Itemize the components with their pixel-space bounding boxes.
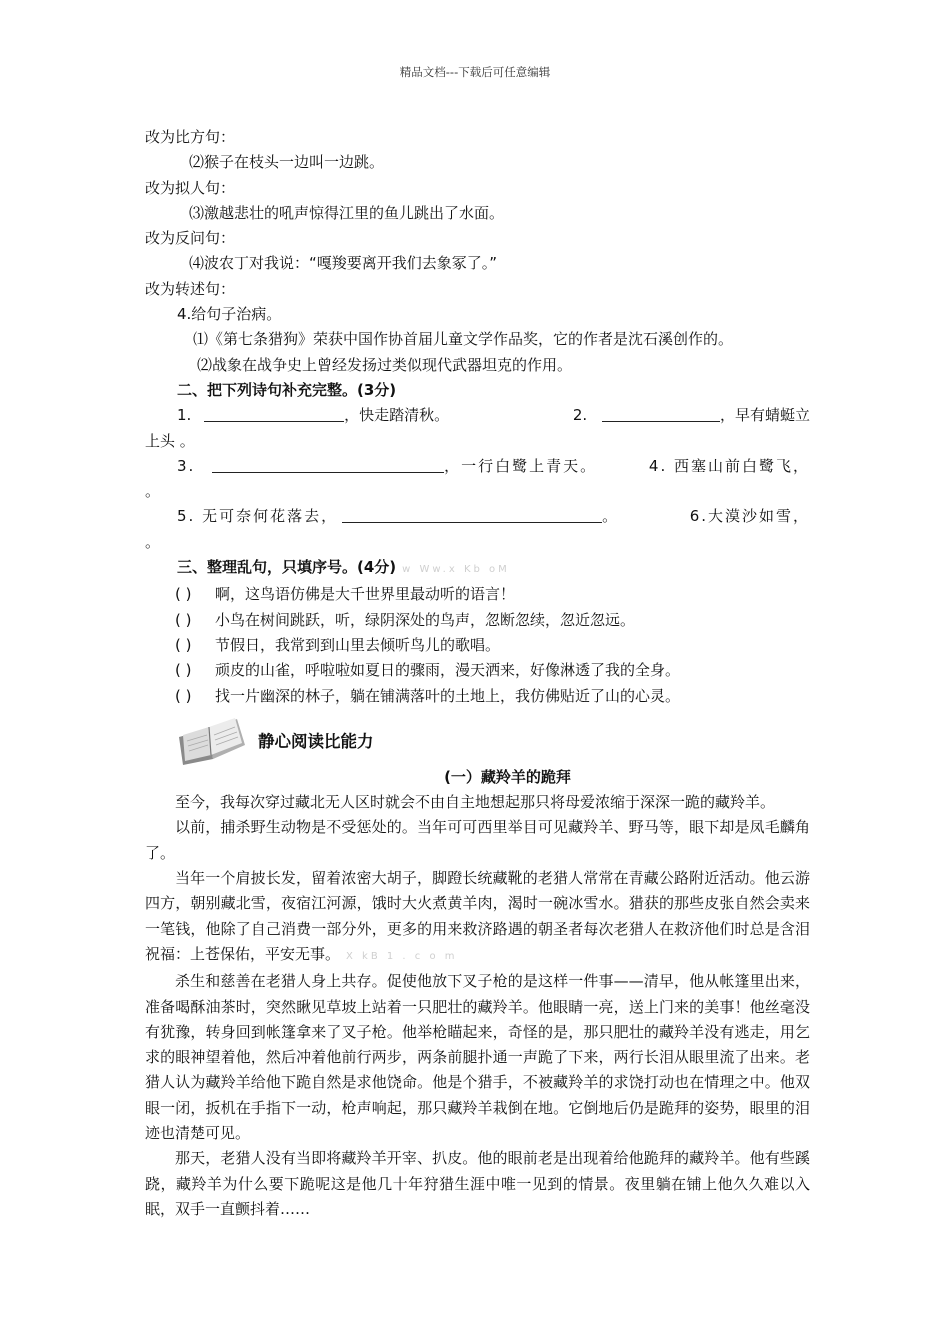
poem-5-blank[interactable] [342,506,602,523]
page-header: 精品文档---下载后可任意编辑 [399,65,551,79]
poem-5-text: 5. 无可奈何花落去， [177,507,339,526]
line-sentence-2: ⑵猴子在枝头一边叫一边跳。 [189,153,385,172]
section-2-title: 二、把下列诗句补充完整。(3分) [177,380,397,399]
answer-paren[interactable]: ( ) [175,635,192,654]
list-item-text: 小鸟在树间跳跃，听，绿阴深处的鸟声，忽断忽续，忽近忽远。 [215,610,636,629]
poem-6-end: 。 [145,532,161,551]
list-item-text: 节假日，我常到到山里去倾听鸟儿的歌唱。 [215,635,501,654]
poem-3-number: 3. [177,456,196,475]
document-body [145,125,810,1222]
poem-row-2 [145,454,810,479]
answer-paren[interactable]: ( ) [175,686,192,705]
line-indirect-speech-prompt: 改为转述句： [145,279,236,298]
open-book-icon [175,715,247,765]
poem-3-blank[interactable] [212,456,444,473]
poem-1-blank[interactable] [204,405,344,422]
answer-paren[interactable]: ( ) [175,610,192,629]
list-item [145,582,810,607]
line-fix-1: ⑴《第七条猎狗》荣获中国作协首届儿童文学作品奖，它的作者是沈石溪创作的。 [193,330,734,349]
reading-section-header [145,715,810,765]
list-item [145,633,810,658]
line-rhetorical-prompt: 改为反问句： [145,229,236,248]
line-fix-2: ⑵战象在战争史上曾经发扬过类似现代武器坦克的作用。 [197,355,573,374]
passage-paragraph-1: 至今，我每次穿过藏北无人区时就会不由自主地想起那只将母爱浓缩于深深一跪的藏羚羊。 [175,793,776,812]
watermark-text: w Ww.x Kb oM [402,564,510,576]
poem-row-3 [145,504,810,529]
answer-paren[interactable]: ( ) [175,585,192,604]
list-item [145,658,810,683]
watermark-text-2: X kB 1 . c o m [346,950,458,962]
passage-title: (一）藏羚羊的跪拜 [444,767,571,786]
line-personification-prompt: 改为拟人句： [145,178,236,197]
section-3-title-text: 三、整理乱句，只填序号。(4分) [177,558,397,577]
reading-section-title: 静心阅读比能力 [258,731,374,751]
line-metaphor-prompt: 改为比方句： [145,128,236,146]
passage-paragraph-5: 那天，老猎人没有当即将藏羚羊开宰、扒皮。他的眼前老是出现着给他跪拜的藏羚羊。他有些蹊跷，藏羚羊为什么要下跪呢这是他几十年狩猎生涯中唯一见到的情景。夜里躺在铺上他久久难以入眠，双手一直颤抖着…… [145,1149,810,1218]
poem-2-number: 2. [572,406,588,425]
poem-2-text: ，早有蜻蜓立 [719,406,810,425]
line-sentence-3: ⑶激越悲壮的吼声惊得江里的鱼儿跳出了水面。 [189,203,505,222]
list-item-text: 啊，这鸟语仿佛是大千世界里最动听的语言！ [215,585,516,604]
poem-5-end: 。 [602,507,620,526]
poem-row-1 [145,403,810,428]
poem-2-continuation: 上头 。 [145,431,195,450]
passage-paragraph-3-text: 当年一个肩披长发，留着浓密大胡子，脚蹬长统藏靴的老猎人常常在青藏公路附近活动。他云游四方，朝别藏北雪，夜宿江河源，饿时大火煮黄羊肉，渴时一碗冰雪水。猎获的那些皮张自然会卖来一笔钱，他除了自己消费一部分外，更多的用来救济路遇的朝圣者每次老猎人在救济他们时总是含泪祝福：上苍保佑，平安无事。 [145,869,810,963]
poem-3-text: ，一行白鹭上青天。 [444,456,598,475]
poem-1-text: ，快走踏清秋。 [344,406,450,425]
passage-paragraph-4: 杀生和慈善在老猎人身上共存。促使他放下叉子枪的是这样一件事——清早，他从帐篷里出来，准备喝酥油茶时，突然瞅见草坡上站着一只肥壮的藏羚羊。他眼睛一亮，送上门来的美事！他丝毫没有犹豫，转身回到帐篷拿来了叉子枪。他举枪瞄起来，奇怪的是，那只肥壮的藏羚羊没有逃走，用乞求的眼神望着他，然后冲着他前行两步，两条前腿扑通一声跪了下来，两行长泪从眼里流了出来。老猎人认为藏羚羊给他下跪自然是求他饶命。他是个猎手，不被藏羚羊的求饶打动也在情理之中。他双眼一闭，扳机在手指下一动，枪声响起，那只藏羚羊栽倒在地。它倒地后仍是跪拜的姿势，眼里的泪迹也清楚可见。 [145,972,810,1142]
passage-paragraph-2: 以前，捕杀野生动物是不受惩处的。当年可可西里举目可见藏羚羊、野马等，眼下却是凤毛麟角了。 [145,818,810,862]
poem-2-blank[interactable] [602,405,720,422]
line-fix-sentences: 4.给句子治病。 [177,305,282,324]
section-3-title [145,555,810,582]
poem-6-text: 6.大漠沙如雪， [689,507,810,526]
poem-4-text: 4. 西塞山前白鹭飞， [648,456,810,475]
list-item [145,608,810,633]
list-item-text: 找一片幽深的林子，躺在铺满落叶的土地上，我仿佛贴近了山的心灵。 [215,686,681,705]
list-item-text: 顽皮的山雀，呼啦啦如夏日的骤雨，漫天洒来，好像淋透了我的全身。 [215,661,681,680]
answer-paren[interactable]: ( ) [175,661,192,680]
poem-1-number: 1. [177,406,192,425]
poem-4-end: 。 [145,482,161,501]
list-item [145,684,810,709]
line-sentence-4: ⑷波农丁对我说：“嘎羧要离开我们去象冢了。” [189,254,498,273]
passage-paragraph-3 [145,866,810,969]
